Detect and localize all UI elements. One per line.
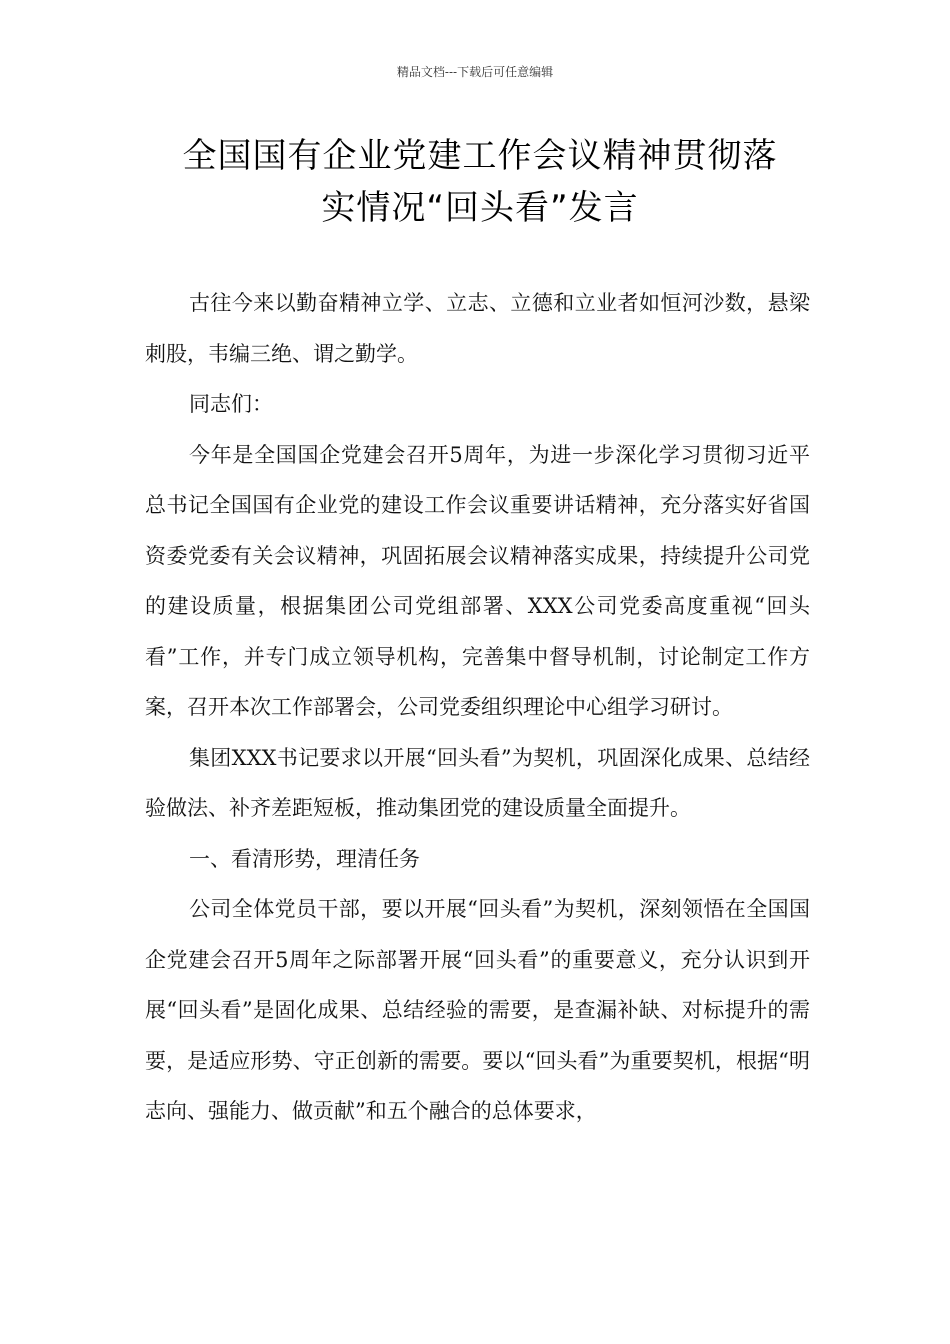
paragraph-requirement: 集团XXX书记要求以开展“回头看”为契机，巩固深化成果、总结经验做法、补齐差距短板，推动集团党的建设质量全面提升。 (145, 745, 810, 820)
document-body (145, 278, 810, 1137)
paragraph-section-1: 公司全体党员干部，要以开展“回头看”为契机，深刻领悟在全国国企党建会召开5周年之际部署开展“回头看”的重要意义，充分认识到开展“回头看”是固化成果、总结经验的需要，是查漏补缺、对标提升的需要，是适应形势、守正创新的需要。要以“回头看”为重要契机，根据“明志向、强能力、做贡献”和五个融合的总体要求， (145, 897, 810, 1123)
paragraph-background: 今年是全国国企党建会召开5周年，为进一步深化学习贯彻习近平总书记全国国有企业党的建设工作会议重要讲话精神，充分落实好省国资委党委有关会议精神，巩固拓展会议精神落实成果，持续提升公司党的建设质量，根据集团公司党组部署、XXX公司党委高度重视“回头看”工作，并专门成立领导机构，完善集中督导机制，讨论制定工作方案，召开本次工作部署会，公司党委组织理论中心组学习研讨。 (145, 442, 810, 719)
paragraph-intro: 古往今来以勤奋精神立学、立志、立德和立业者如恒河沙数，悬梁刺股，韦编三绝、谓之勤学。 (145, 291, 810, 366)
paragraph-salutation: 同志们： (189, 392, 273, 416)
section-heading-1: 一、看清形势，理清任务 (189, 846, 420, 871)
header-note: 精品文档---下载后可任意编辑 (396, 65, 554, 79)
title-line-1: 全国国有企业党建工作会议精神贯彻落 (182, 136, 778, 176)
title-line-2: 实情况“回头看”发言 (321, 188, 639, 228)
document-title (140, 130, 820, 234)
